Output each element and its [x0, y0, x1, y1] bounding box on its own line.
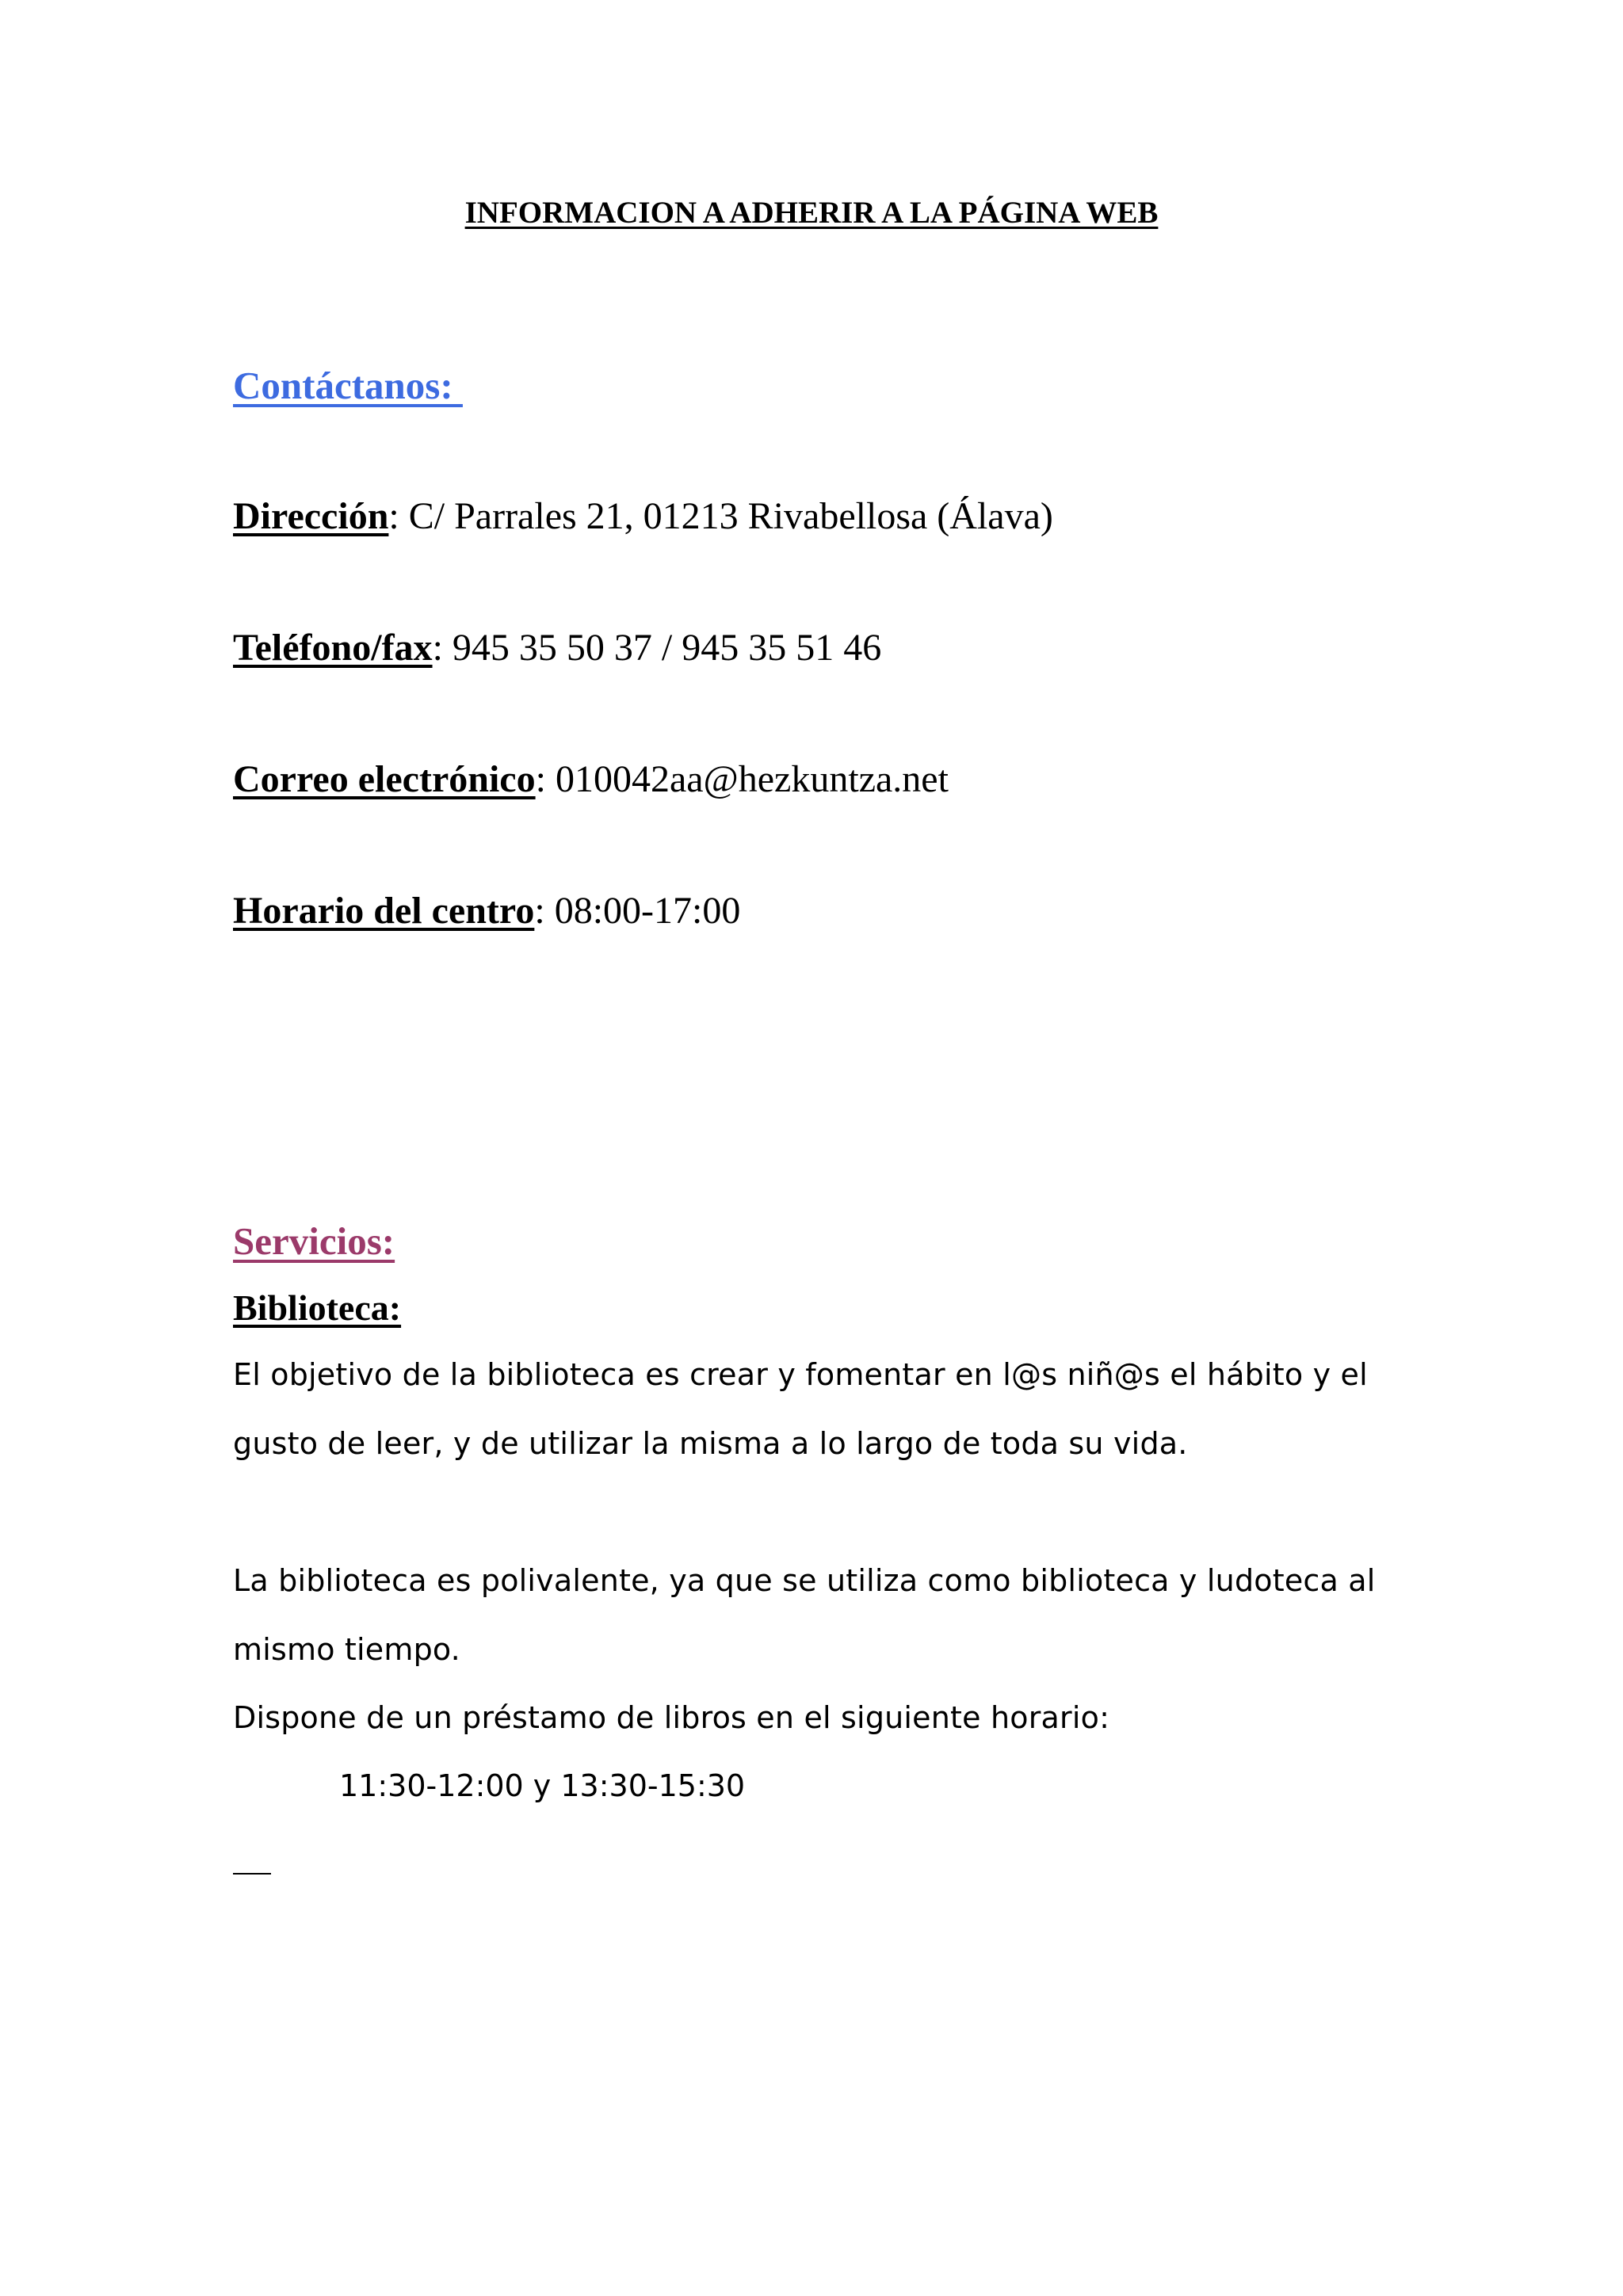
phone-value: 945 35 50 37 / 945 35 51 46: [452, 627, 882, 669]
phone-separator: :: [432, 627, 453, 669]
schedule-label: Horario del centro: [233, 890, 535, 932]
email-separator: :: [535, 758, 556, 800]
contact-heading: Contáctanos:: [233, 364, 463, 407]
address-separator: :: [388, 495, 409, 537]
services-heading: Servicios:: [233, 1219, 395, 1263]
short-divider: [233, 1873, 271, 1875]
phone-label: Teléfono/fax: [233, 627, 433, 669]
library-loan-hours: 11:30-12:00 y 13:30-15:30: [339, 1768, 746, 1803]
library-text-line: gusto de leer, y de utilizar la misma a lo largo de toda su vida.: [233, 1426, 1188, 1461]
contact-row-schedule: [233, 889, 740, 933]
page-title: INFORMACION A ADHERIR A LA PÁGINA WEB: [464, 196, 1159, 230]
contact-row-address: [233, 494, 1053, 538]
email-label: Correo electrónico: [233, 758, 536, 800]
address-label: Dirección: [233, 495, 389, 537]
library-text-line: El objetivo de la biblioteca es crear y fomentar en l@s niñ@s el hábito y el: [233, 1357, 1368, 1392]
address-value: C/ Parrales 21, 01213 Rivabellosa (Álava): [408, 495, 1053, 537]
library-text-line: mismo tiempo.: [233, 1632, 460, 1667]
library-text-line: La biblioteca es polivalente, ya que se utiliza como biblioteca y ludoteca al: [233, 1563, 1376, 1598]
email-value: 010042aa@hezkuntza.net: [555, 758, 949, 800]
schedule-separator: :: [534, 890, 555, 932]
contact-row-email: [233, 757, 949, 801]
library-text-line: Dispone de un préstamo de libros en el siguiente horario:: [233, 1700, 1110, 1735]
contact-row-phone: [233, 626, 881, 669]
library-heading: Biblioteca:: [233, 1287, 402, 1328]
schedule-value: 08:00-17:00: [554, 890, 741, 932]
